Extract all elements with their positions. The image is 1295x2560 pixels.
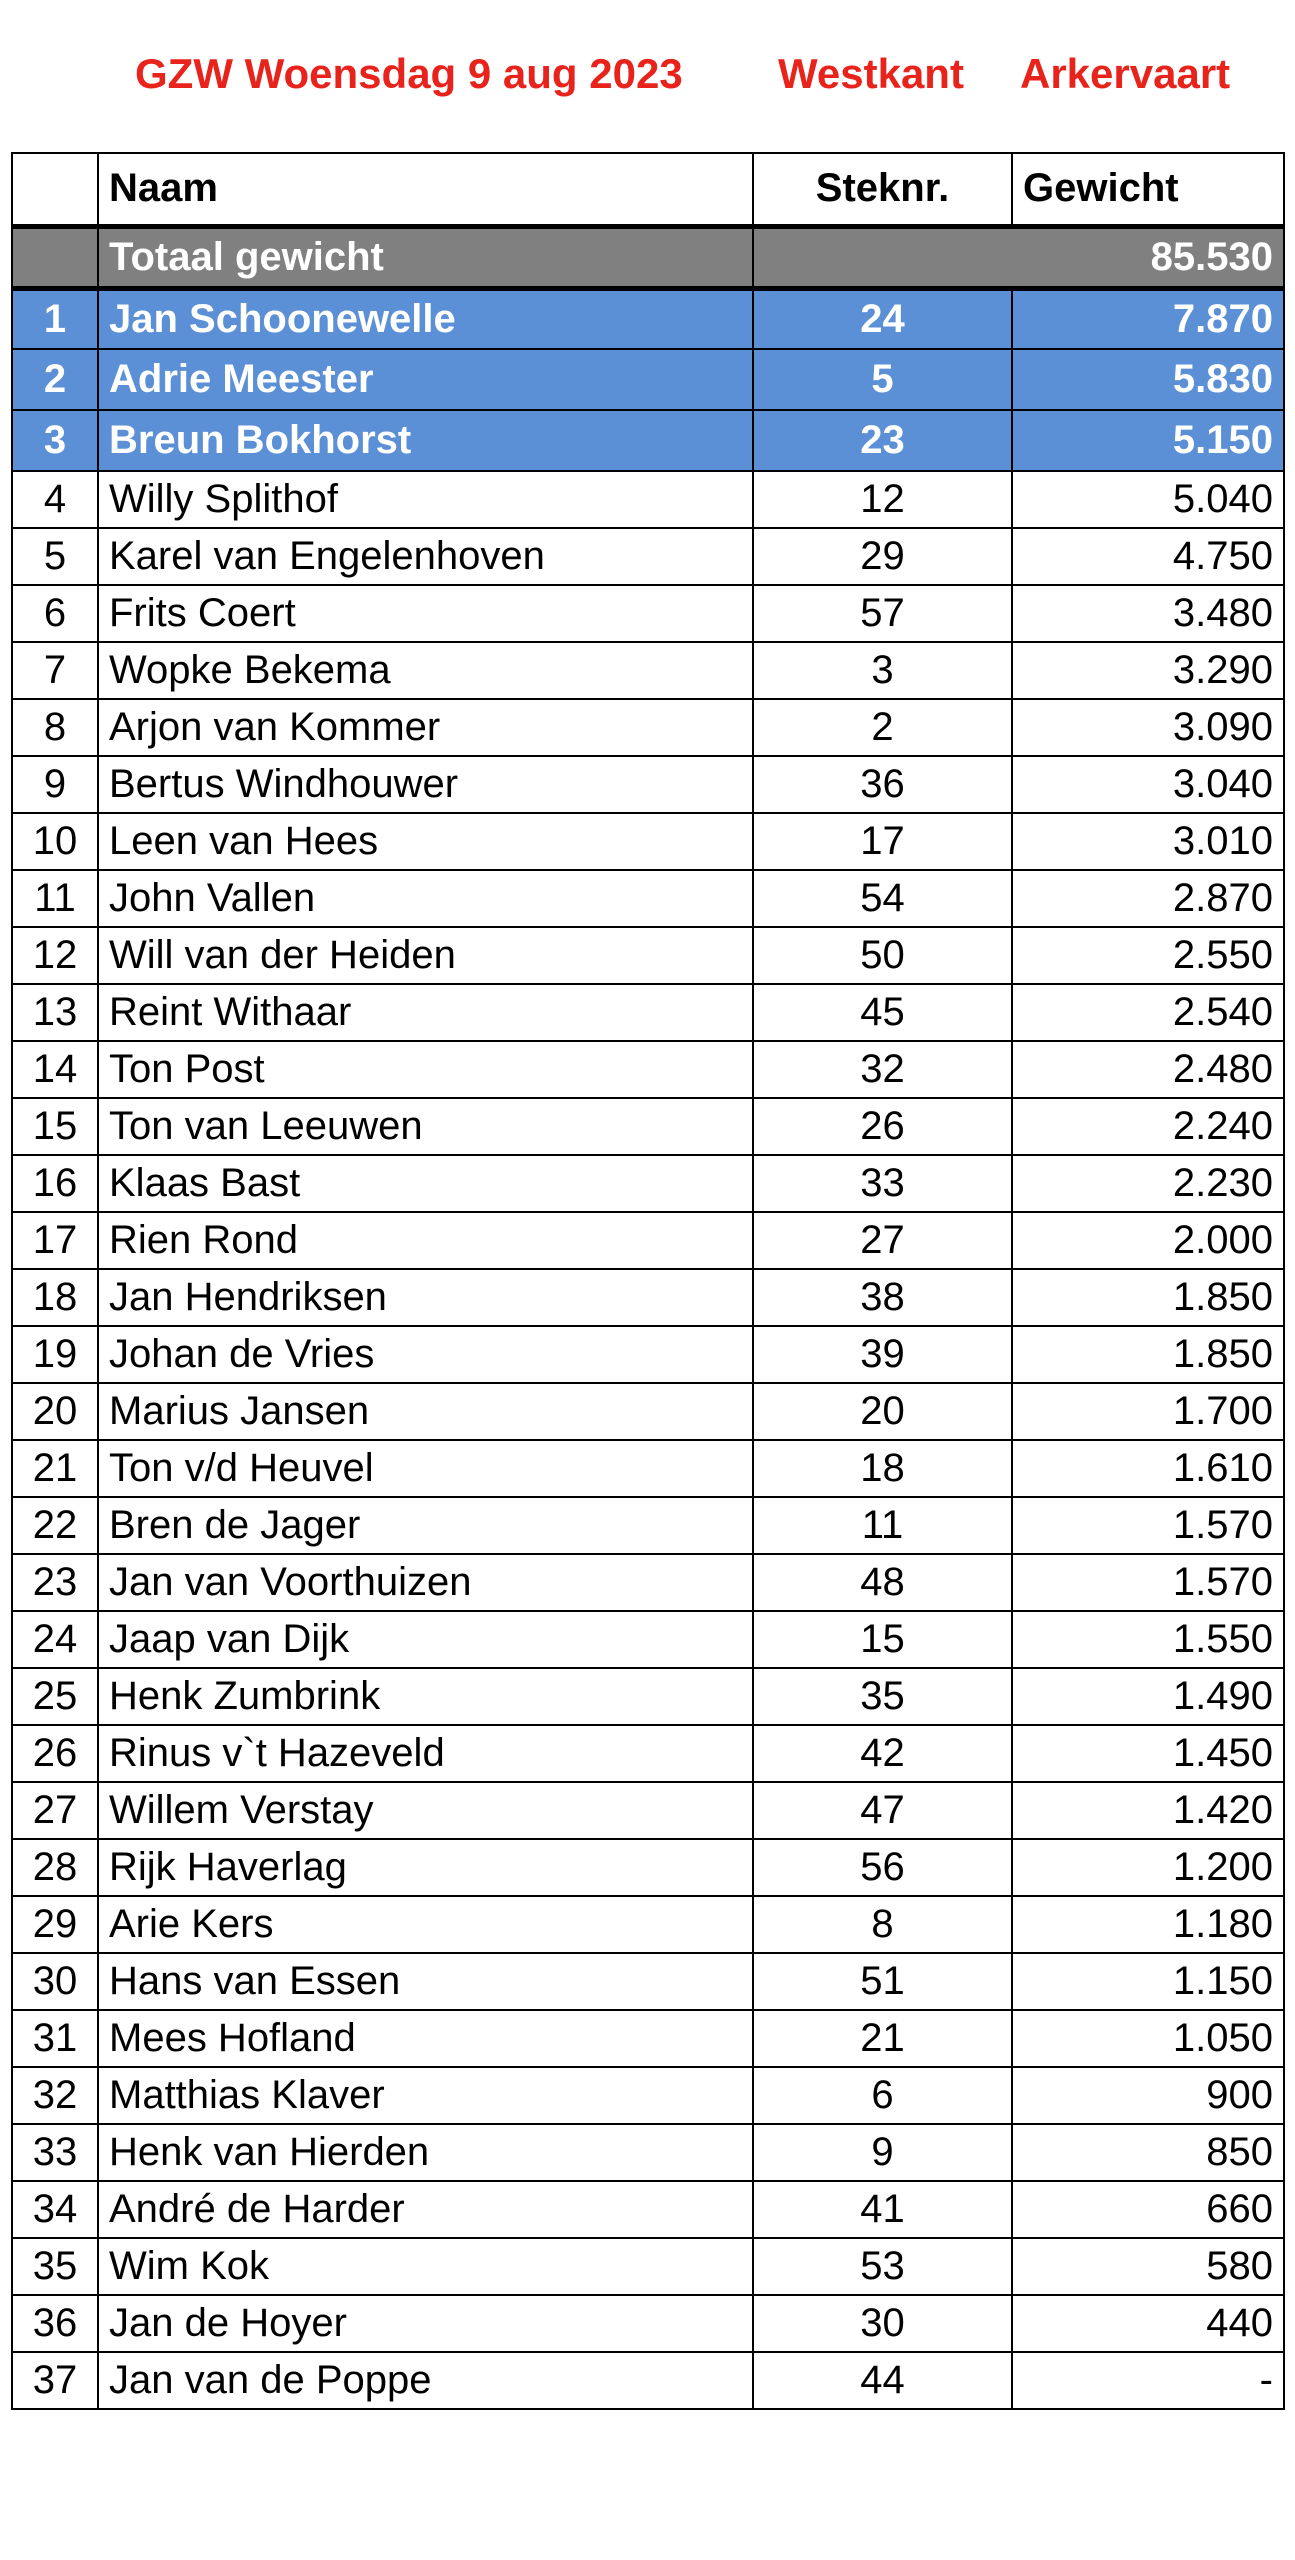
rank-cell: 24 bbox=[12, 1611, 98, 1668]
angler-name: Henk Zumbrink bbox=[98, 1668, 753, 1725]
rank-cell: 23 bbox=[12, 1554, 98, 1611]
table-row bbox=[12, 1725, 1284, 1782]
steknr-cell: 47 bbox=[753, 1782, 1012, 1839]
rank-cell: 26 bbox=[12, 1725, 98, 1782]
gewicht-cell: 5.150 bbox=[1012, 410, 1284, 471]
steknr-cell: 26 bbox=[753, 1098, 1012, 1155]
table-row bbox=[12, 1440, 1284, 1497]
gewicht-cell: 1.610 bbox=[1012, 1440, 1284, 1497]
rank-cell: 12 bbox=[12, 927, 98, 984]
steknr-cell: 20 bbox=[753, 1383, 1012, 1440]
angler-name: Hans van Essen bbox=[98, 1953, 753, 2010]
steknr-cell: 54 bbox=[753, 870, 1012, 927]
table-row bbox=[12, 1497, 1284, 1554]
angler-name: Rijk Haverlag bbox=[98, 1839, 753, 1896]
angler-name: Matthias Klaver bbox=[98, 2067, 753, 2124]
steknr-cell: 39 bbox=[753, 1326, 1012, 1383]
table-row bbox=[12, 349, 1284, 410]
gewicht-cell: 7.870 bbox=[1012, 288, 1284, 349]
steknr-cell: 51 bbox=[753, 1953, 1012, 2010]
rank-cell: 6 bbox=[12, 585, 98, 642]
gewicht-cell: - bbox=[1012, 2352, 1284, 2409]
table-row bbox=[12, 585, 1284, 642]
steknr-cell: 41 bbox=[753, 2181, 1012, 2238]
angler-name: Arjon van Kommer bbox=[98, 699, 753, 756]
table-row bbox=[12, 1554, 1284, 1611]
gewicht-cell: 1.850 bbox=[1012, 1269, 1284, 1326]
total-rank-cell bbox=[12, 226, 98, 288]
steknr-cell: 38 bbox=[753, 1269, 1012, 1326]
gewicht-cell: 2.480 bbox=[1012, 1041, 1284, 1098]
table-row bbox=[12, 1839, 1284, 1896]
steknr-cell: 29 bbox=[753, 528, 1012, 585]
gewicht-cell: 3.010 bbox=[1012, 813, 1284, 870]
gewicht-cell: 1.490 bbox=[1012, 1668, 1284, 1725]
table-row bbox=[12, 288, 1284, 349]
table-row bbox=[12, 1098, 1284, 1155]
rank-cell: 16 bbox=[12, 1155, 98, 1212]
rank-cell: 10 bbox=[12, 813, 98, 870]
steknr-cell: 9 bbox=[753, 2124, 1012, 2181]
angler-name: Reint Withaar bbox=[98, 984, 753, 1041]
title-side: Westkant bbox=[778, 50, 964, 97]
angler-name: Jan Schoonewelle bbox=[98, 288, 753, 349]
rank-cell: 34 bbox=[12, 2181, 98, 2238]
angler-name: Klaas Bast bbox=[98, 1155, 753, 1212]
angler-name: Leen van Hees bbox=[98, 813, 753, 870]
steknr-cell: 48 bbox=[753, 1554, 1012, 1611]
table-row bbox=[12, 1269, 1284, 1326]
steknr-cell: 42 bbox=[753, 1725, 1012, 1782]
rank-cell: 7 bbox=[12, 642, 98, 699]
gewicht-cell: 1.850 bbox=[1012, 1326, 1284, 1383]
rank-cell: 20 bbox=[12, 1383, 98, 1440]
steknr-cell: 36 bbox=[753, 756, 1012, 813]
total-label: Totaal gewicht bbox=[98, 226, 753, 288]
results-table bbox=[11, 152, 1285, 2410]
steknr-cell: 18 bbox=[753, 1440, 1012, 1497]
gewicht-cell: 3.480 bbox=[1012, 585, 1284, 642]
steknr-cell: 2 bbox=[753, 699, 1012, 756]
angler-name: Jan van Voorthuizen bbox=[98, 1554, 753, 1611]
angler-name: Arie Kers bbox=[98, 1896, 753, 1953]
steknr-cell: 23 bbox=[753, 410, 1012, 471]
page-title bbox=[0, 50, 1295, 110]
rank-cell: 18 bbox=[12, 1269, 98, 1326]
table-header-row bbox=[12, 153, 1284, 226]
angler-name: Ton van Leeuwen bbox=[98, 1098, 753, 1155]
rank-cell: 31 bbox=[12, 2010, 98, 2067]
rank-cell: 13 bbox=[12, 984, 98, 1041]
total-spacer-cell bbox=[753, 226, 1012, 288]
table-row bbox=[12, 2295, 1284, 2352]
table-row bbox=[12, 2352, 1284, 2409]
angler-name: Johan de Vries bbox=[98, 1326, 753, 1383]
steknr-cell: 50 bbox=[753, 927, 1012, 984]
column-header-steknr: Steknr. bbox=[753, 153, 1012, 226]
angler-name: Rinus v`t Hazeveld bbox=[98, 1725, 753, 1782]
table-row bbox=[12, 2238, 1284, 2295]
table-row bbox=[12, 642, 1284, 699]
angler-name: Karel van Engelenhoven bbox=[98, 528, 753, 585]
angler-name: Willem Verstay bbox=[98, 1782, 753, 1839]
steknr-cell: 15 bbox=[753, 1611, 1012, 1668]
title-location: Arkervaart bbox=[1020, 50, 1231, 97]
gewicht-cell: 1.550 bbox=[1012, 1611, 1284, 1668]
table-row bbox=[12, 984, 1284, 1041]
steknr-cell: 8 bbox=[753, 1896, 1012, 1953]
table-row bbox=[12, 2067, 1284, 2124]
angler-name: Jan van de Poppe bbox=[98, 2352, 753, 2409]
gewicht-cell: 3.040 bbox=[1012, 756, 1284, 813]
angler-name: André de Harder bbox=[98, 2181, 753, 2238]
rank-cell: 35 bbox=[12, 2238, 98, 2295]
rank-cell: 1 bbox=[12, 288, 98, 349]
gewicht-cell: 1.700 bbox=[1012, 1383, 1284, 1440]
gewicht-cell: 2.540 bbox=[1012, 984, 1284, 1041]
rank-cell: 28 bbox=[12, 1839, 98, 1896]
steknr-cell: 53 bbox=[753, 2238, 1012, 2295]
gewicht-cell: 5.040 bbox=[1012, 471, 1284, 528]
steknr-cell: 5 bbox=[753, 349, 1012, 410]
table-row bbox=[12, 1953, 1284, 2010]
rank-cell: 21 bbox=[12, 1440, 98, 1497]
steknr-cell: 11 bbox=[753, 1497, 1012, 1554]
rank-cell: 27 bbox=[12, 1782, 98, 1839]
column-header-gewicht: Gewicht bbox=[1012, 153, 1284, 226]
angler-name: Bertus Windhouwer bbox=[98, 756, 753, 813]
table-row bbox=[12, 1326, 1284, 1383]
rank-cell: 22 bbox=[12, 1497, 98, 1554]
rank-cell: 37 bbox=[12, 2352, 98, 2409]
steknr-cell: 44 bbox=[753, 2352, 1012, 2409]
gewicht-cell: 2.000 bbox=[1012, 1212, 1284, 1269]
angler-name: Adrie Meester bbox=[98, 349, 753, 410]
table-row bbox=[12, 1896, 1284, 1953]
angler-name: Ton v/d Heuvel bbox=[98, 1440, 753, 1497]
rank-cell: 4 bbox=[12, 471, 98, 528]
gewicht-cell: 1.450 bbox=[1012, 1725, 1284, 1782]
steknr-cell: 45 bbox=[753, 984, 1012, 1041]
gewicht-cell: 5.830 bbox=[1012, 349, 1284, 410]
angler-name: Wopke Bekema bbox=[98, 642, 753, 699]
steknr-cell: 33 bbox=[753, 1155, 1012, 1212]
rank-cell: 11 bbox=[12, 870, 98, 927]
rank-cell: 32 bbox=[12, 2067, 98, 2124]
gewicht-cell: 2.550 bbox=[1012, 927, 1284, 984]
table-row bbox=[12, 528, 1284, 585]
table-row bbox=[12, 1155, 1284, 1212]
rank-cell: 29 bbox=[12, 1896, 98, 1953]
steknr-cell: 57 bbox=[753, 585, 1012, 642]
rank-cell: 3 bbox=[12, 410, 98, 471]
angler-name: Will van der Heiden bbox=[98, 927, 753, 984]
gewicht-cell: 2.230 bbox=[1012, 1155, 1284, 1212]
gewicht-cell: 2.870 bbox=[1012, 870, 1284, 927]
table-row bbox=[12, 1668, 1284, 1725]
angler-name: Jan de Hoyer bbox=[98, 2295, 753, 2352]
steknr-cell: 6 bbox=[753, 2067, 1012, 2124]
angler-name: Frits Coert bbox=[98, 585, 753, 642]
column-header-name: Naam bbox=[98, 153, 753, 226]
angler-name: Jaap van Dijk bbox=[98, 1611, 753, 1668]
title-competition: GZW Woensdag 9 aug 2023 bbox=[135, 50, 683, 97]
rank-cell: 2 bbox=[12, 349, 98, 410]
angler-name: Bren de Jager bbox=[98, 1497, 753, 1554]
angler-name: Wim Kok bbox=[98, 2238, 753, 2295]
gewicht-cell: 2.240 bbox=[1012, 1098, 1284, 1155]
rank-cell: 19 bbox=[12, 1326, 98, 1383]
table-row bbox=[12, 1383, 1284, 1440]
gewicht-cell: 3.090 bbox=[1012, 699, 1284, 756]
column-header-rank bbox=[12, 153, 98, 226]
gewicht-cell: 1.200 bbox=[1012, 1839, 1284, 1896]
rank-cell: 9 bbox=[12, 756, 98, 813]
gewicht-cell: 1.050 bbox=[1012, 2010, 1284, 2067]
angler-name: Mees Hofland bbox=[98, 2010, 753, 2067]
gewicht-cell: 850 bbox=[1012, 2124, 1284, 2181]
angler-name: Willy Splithof bbox=[98, 471, 753, 528]
steknr-cell: 30 bbox=[753, 2295, 1012, 2352]
table-row bbox=[12, 1611, 1284, 1668]
table-row bbox=[12, 1782, 1284, 1839]
rank-cell: 30 bbox=[12, 1953, 98, 2010]
rank-cell: 33 bbox=[12, 2124, 98, 2181]
table-row bbox=[12, 471, 1284, 528]
total-value: 85.530 bbox=[1012, 226, 1284, 288]
table-row bbox=[12, 756, 1284, 813]
table-row bbox=[12, 2010, 1284, 2067]
gewicht-cell: 660 bbox=[1012, 2181, 1284, 2238]
gewicht-cell: 1.150 bbox=[1012, 1953, 1284, 2010]
gewicht-cell: 580 bbox=[1012, 2238, 1284, 2295]
steknr-cell: 17 bbox=[753, 813, 1012, 870]
steknr-cell: 12 bbox=[753, 471, 1012, 528]
gewicht-cell: 4.750 bbox=[1012, 528, 1284, 585]
rank-cell: 8 bbox=[12, 699, 98, 756]
angler-name: Marius Jansen bbox=[98, 1383, 753, 1440]
steknr-cell: 32 bbox=[753, 1041, 1012, 1098]
angler-name: John Vallen bbox=[98, 870, 753, 927]
rank-cell: 5 bbox=[12, 528, 98, 585]
table-row bbox=[12, 927, 1284, 984]
steknr-cell: 56 bbox=[753, 1839, 1012, 1896]
rank-cell: 36 bbox=[12, 2295, 98, 2352]
rank-cell: 25 bbox=[12, 1668, 98, 1725]
table-row bbox=[12, 410, 1284, 471]
gewicht-cell: 900 bbox=[1012, 2067, 1284, 2124]
gewicht-cell: 3.290 bbox=[1012, 642, 1284, 699]
rank-cell: 17 bbox=[12, 1212, 98, 1269]
steknr-cell: 27 bbox=[753, 1212, 1012, 1269]
angler-name: Henk van Hierden bbox=[98, 2124, 753, 2181]
table-row bbox=[12, 1041, 1284, 1098]
gewicht-cell: 1.420 bbox=[1012, 1782, 1284, 1839]
total-row bbox=[12, 226, 1284, 288]
table-row bbox=[12, 2124, 1284, 2181]
angler-name: Rien Rond bbox=[98, 1212, 753, 1269]
rank-cell: 15 bbox=[12, 1098, 98, 1155]
steknr-cell: 21 bbox=[753, 2010, 1012, 2067]
steknr-cell: 3 bbox=[753, 642, 1012, 699]
gewicht-cell: 1.180 bbox=[1012, 1896, 1284, 1953]
table-row bbox=[12, 813, 1284, 870]
table-row bbox=[12, 2181, 1284, 2238]
gewicht-cell: 1.570 bbox=[1012, 1554, 1284, 1611]
table-row bbox=[12, 699, 1284, 756]
table-row bbox=[12, 870, 1284, 927]
angler-name: Breun Bokhorst bbox=[98, 410, 753, 471]
angler-name: Jan Hendriksen bbox=[98, 1269, 753, 1326]
table-row bbox=[12, 1212, 1284, 1269]
rank-cell: 14 bbox=[12, 1041, 98, 1098]
gewicht-cell: 440 bbox=[1012, 2295, 1284, 2352]
steknr-cell: 24 bbox=[753, 288, 1012, 349]
angler-name: Ton Post bbox=[98, 1041, 753, 1098]
steknr-cell: 35 bbox=[753, 1668, 1012, 1725]
gewicht-cell: 1.570 bbox=[1012, 1497, 1284, 1554]
